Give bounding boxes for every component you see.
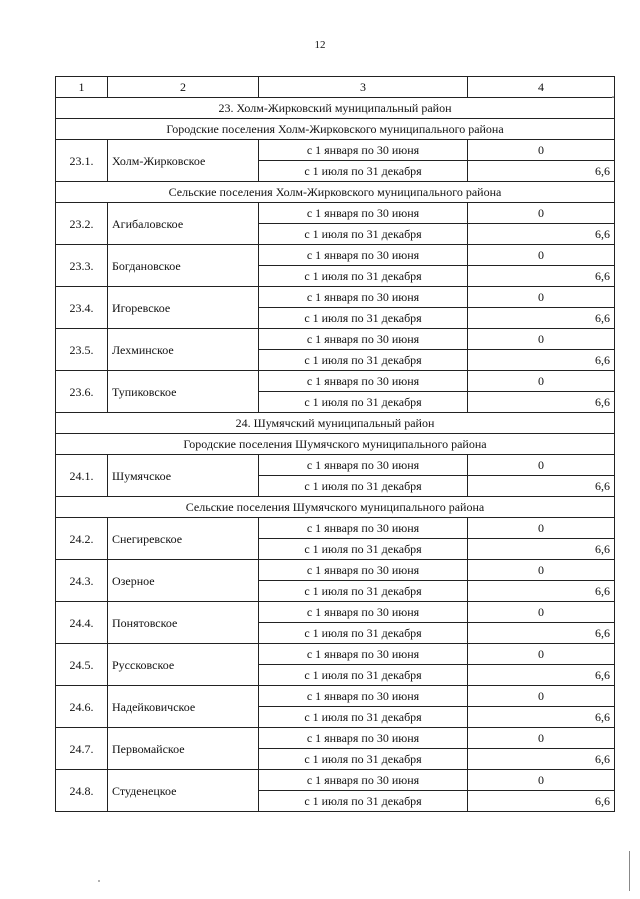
rate-value: 0 — [468, 686, 615, 707]
group-title: Сельские поселения Шумячского муниципального района — [56, 497, 615, 518]
group-title: Сельские поселения Холм-Жирковского муниципального района — [56, 182, 615, 203]
rate-value: 6,6 — [468, 266, 615, 287]
period-cell: с 1 января по 30 июня — [259, 770, 468, 791]
period-cell: с 1 июля по 31 декабря — [259, 665, 468, 686]
table-row — [56, 728, 615, 749]
header-cell-2: 2 — [108, 77, 259, 98]
table-body — [56, 77, 615, 812]
settlement-name: Шумячское — [108, 455, 259, 497]
rate-value: 6,6 — [468, 161, 615, 182]
rate-value: 0 — [468, 245, 615, 266]
table-row — [56, 644, 615, 665]
entry-number: 23.4. — [56, 287, 108, 329]
rate-value: 0 — [468, 770, 615, 791]
rate-value: 0 — [468, 644, 615, 665]
entry-number: 23.6. — [56, 371, 108, 413]
margin-dot — [98, 880, 100, 882]
period-cell: с 1 января по 30 июня — [259, 245, 468, 266]
settlement-name: Тупиковское — [108, 371, 259, 413]
table-row — [56, 203, 615, 224]
settlement-name: Игоревское — [108, 287, 259, 329]
period-cell: с 1 июля по 31 декабря — [259, 623, 468, 644]
rate-value: 6,6 — [468, 224, 615, 245]
entry-number: 23.1. — [56, 140, 108, 182]
rate-value: 6,6 — [468, 476, 615, 497]
period-cell: с 1 января по 30 июня — [259, 287, 468, 308]
table-row — [56, 329, 615, 350]
rate-value: 0 — [468, 602, 615, 623]
period-cell: с 1 января по 30 июня — [259, 329, 468, 350]
district-title: 23. Холм-Жирковский муниципальный район — [56, 98, 615, 119]
period-cell: с 1 января по 30 июня — [259, 560, 468, 581]
entry-number: 24.7. — [56, 728, 108, 770]
rate-value: 0 — [468, 203, 615, 224]
settlement-name: Надейковичское — [108, 686, 259, 728]
period-cell: с 1 июля по 31 декабря — [259, 707, 468, 728]
period-cell: с 1 июля по 31 декабря — [259, 539, 468, 560]
settlement-name: Руссковское — [108, 644, 259, 686]
rate-value: 0 — [468, 455, 615, 476]
group-title: Городские поселения Холм-Жирковского муниципального района — [56, 119, 615, 140]
period-cell: с 1 января по 30 июня — [259, 371, 468, 392]
entry-number: 24.5. — [56, 644, 108, 686]
table-row — [56, 245, 615, 266]
rate-value: 6,6 — [468, 581, 615, 602]
period-cell: с 1 июля по 31 декабря — [259, 224, 468, 245]
margin-dot — [612, 96, 614, 98]
rate-value: 0 — [468, 518, 615, 539]
settlement-name: Лехминское — [108, 329, 259, 371]
period-cell: с 1 июля по 31 декабря — [259, 266, 468, 287]
group-row — [56, 497, 615, 518]
period-cell: с 1 января по 30 июня — [259, 140, 468, 161]
entry-number: 24.4. — [56, 602, 108, 644]
rate-value: 6,6 — [468, 791, 615, 812]
rate-value: 0 — [468, 560, 615, 581]
district-title: 24. Шумячский муниципальный район — [56, 413, 615, 434]
group-row — [56, 119, 615, 140]
group-row — [56, 434, 615, 455]
settlement-name: Снегиревское — [108, 518, 259, 560]
period-cell: с 1 января по 30 июня — [259, 203, 468, 224]
rate-value: 6,6 — [468, 539, 615, 560]
table-row — [56, 560, 615, 581]
period-cell: с 1 января по 30 июня — [259, 518, 468, 539]
settlement-name: Понятовское — [108, 602, 259, 644]
period-cell: с 1 июля по 31 декабря — [259, 161, 468, 182]
header-cell-4: 4 — [468, 77, 615, 98]
header-cell-3: 3 — [259, 77, 468, 98]
period-cell: с 1 января по 30 июня — [259, 455, 468, 476]
settlement-name: Богдановское — [108, 245, 259, 287]
period-cell: с 1 января по 30 июня — [259, 602, 468, 623]
entry-number: 23.5. — [56, 329, 108, 371]
period-cell: с 1 июля по 31 декабря — [259, 392, 468, 413]
tax-rate-table — [55, 76, 615, 812]
rate-value: 0 — [468, 287, 615, 308]
group-title: Городские поселения Шумячского муниципального района — [56, 434, 615, 455]
table-row — [56, 140, 615, 161]
rate-value: 6,6 — [468, 308, 615, 329]
header-cell-1: 1 — [56, 77, 108, 98]
rate-value: 0 — [468, 140, 615, 161]
table-row — [56, 371, 615, 392]
period-cell: с 1 июля по 31 декабря — [259, 749, 468, 770]
period-cell: с 1 июля по 31 декабря — [259, 791, 468, 812]
entry-number: 23.3. — [56, 245, 108, 287]
period-cell: с 1 июля по 31 декабря — [259, 581, 468, 602]
header-row — [56, 77, 615, 98]
entry-number: 24.3. — [56, 560, 108, 602]
rate-value: 6,6 — [468, 749, 615, 770]
entry-number: 24.1. — [56, 455, 108, 497]
rate-value: 6,6 — [468, 392, 615, 413]
period-cell: с 1 июля по 31 декабря — [259, 308, 468, 329]
table-row — [56, 686, 615, 707]
period-cell: с 1 июля по 31 декабря — [259, 476, 468, 497]
rate-value: 0 — [468, 728, 615, 749]
entry-number: 24.6. — [56, 686, 108, 728]
settlement-name: Студенецкое — [108, 770, 259, 812]
period-cell: с 1 января по 30 июня — [259, 644, 468, 665]
rate-value: 6,6 — [468, 665, 615, 686]
rate-value: 0 — [468, 371, 615, 392]
group-row — [56, 182, 615, 203]
settlement-name: Холм-Жирковское — [108, 140, 259, 182]
district-row — [56, 413, 615, 434]
table-row — [56, 602, 615, 623]
entry-number: 24.8. — [56, 770, 108, 812]
table-row — [56, 455, 615, 476]
table-row — [56, 287, 615, 308]
district-row — [56, 98, 615, 119]
period-cell: с 1 января по 30 июня — [259, 686, 468, 707]
table-row — [56, 518, 615, 539]
entry-number: 23.2. — [56, 203, 108, 245]
rate-value: 6,6 — [468, 350, 615, 371]
period-cell: с 1 января по 30 июня — [259, 728, 468, 749]
margin-mark — [629, 851, 630, 891]
rate-value: 6,6 — [468, 707, 615, 728]
table-row — [56, 770, 615, 791]
entry-number: 24.2. — [56, 518, 108, 560]
period-cell: с 1 июля по 31 декабря — [259, 350, 468, 371]
rate-value: 0 — [468, 329, 615, 350]
settlement-name: Первомайское — [108, 728, 259, 770]
settlement-name: Агибаловское — [108, 203, 259, 245]
settlement-name: Озерное — [108, 560, 259, 602]
rate-value: 6,6 — [468, 623, 615, 644]
page-number: 12 — [314, 39, 326, 51]
